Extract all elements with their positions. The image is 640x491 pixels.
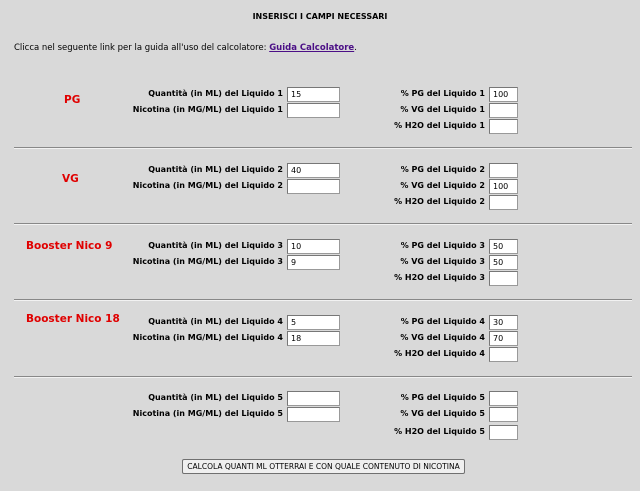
liquid-section-4 bbox=[0, 315, 640, 391]
h2o-input-3[interactable] bbox=[489, 271, 518, 286]
vg-label-1: % VG del Liquido 1 bbox=[400, 105, 485, 114]
nicotine-input-4[interactable] bbox=[287, 331, 340, 346]
h2o-label-5: % H2O del Liquido 5 bbox=[394, 427, 485, 436]
vg-input-1[interactable] bbox=[489, 103, 518, 118]
liquid-name-2: VG bbox=[62, 173, 79, 185]
intro-text bbox=[14, 43, 357, 53]
vg-label-5: % VG del Liquido 5 bbox=[400, 409, 485, 418]
h2o-input-1[interactable] bbox=[489, 119, 518, 134]
h2o-label-2: % H2O del Liquido 2 bbox=[394, 197, 485, 206]
h2o-input-5[interactable] bbox=[489, 425, 518, 440]
pg-input-2[interactable] bbox=[489, 163, 518, 178]
pg-label-5: % PG del Liquido 5 bbox=[400, 393, 485, 402]
h2o-label-3: % H2O del Liquido 3 bbox=[394, 273, 485, 282]
section-divider-3 bbox=[14, 299, 632, 301]
page-title: INSERISCI I CAMPI NECESSARI bbox=[252, 12, 388, 21]
pg-input-1[interactable] bbox=[489, 87, 518, 102]
section-divider-2 bbox=[14, 223, 632, 225]
liquid-name-1: PG bbox=[64, 94, 81, 106]
nicotine-input-3[interactable] bbox=[287, 255, 340, 270]
nicotine-label-1: Nicotina (in MG/ML) del Liquido 1 bbox=[132, 105, 283, 114]
qty-label-4: Quantità (in ML) del Liquido 4 bbox=[148, 317, 283, 326]
vg-input-2[interactable] bbox=[489, 179, 518, 194]
guide-link[interactable]: Guida Calcolatore bbox=[269, 43, 355, 53]
liquid-section-5 bbox=[0, 391, 640, 467]
vg-label-4: % VG del Liquido 4 bbox=[400, 333, 485, 342]
qty-input-4[interactable] bbox=[287, 315, 340, 330]
liquid-name-4: Booster Nico 18 bbox=[26, 313, 120, 325]
section-divider-4 bbox=[14, 376, 632, 378]
pg-input-4[interactable] bbox=[489, 315, 518, 330]
qty-input-1[interactable] bbox=[287, 87, 340, 102]
pg-label-3: % PG del Liquido 3 bbox=[400, 241, 485, 250]
vg-input-3[interactable] bbox=[489, 255, 518, 270]
h2o-input-2[interactable] bbox=[489, 195, 518, 210]
qty-label-1: Quantità (in ML) del Liquido 1 bbox=[148, 89, 283, 98]
liquid-section-3 bbox=[0, 239, 640, 315]
qty-input-3[interactable] bbox=[287, 239, 340, 254]
qty-label-3: Quantità (in ML) del Liquido 3 bbox=[148, 241, 283, 250]
section-divider-1 bbox=[14, 147, 632, 149]
qty-input-5[interactable] bbox=[287, 391, 340, 406]
pg-input-5[interactable] bbox=[489, 391, 518, 406]
pg-label-4: % PG del Liquido 4 bbox=[400, 317, 485, 326]
pg-label-1: % PG del Liquido 1 bbox=[400, 89, 485, 98]
qty-input-2[interactable] bbox=[287, 163, 340, 178]
calculate-button[interactable]: CALCOLA QUANTI ML OTTERRAI E CON QUALE CONTENUTO DI NICOTINA bbox=[182, 459, 465, 474]
vg-label-2: % VG del Liquido 2 bbox=[400, 181, 485, 190]
nicotine-input-5[interactable] bbox=[287, 407, 340, 422]
liquid-section-1 bbox=[0, 87, 640, 163]
nicotine-input-1[interactable] bbox=[287, 103, 340, 118]
vg-input-5[interactable] bbox=[489, 407, 518, 422]
intro-suffix: . bbox=[354, 43, 357, 53]
liquid-name-3: Booster Nico 9 bbox=[26, 240, 113, 252]
nicotine-input-2[interactable] bbox=[287, 179, 340, 194]
nicotine-label-5: Nicotina (in MG/ML) del Liquido 5 bbox=[132, 409, 283, 418]
qty-label-2: Quantità (in ML) del Liquido 2 bbox=[148, 165, 283, 174]
vg-label-3: % VG del Liquido 3 bbox=[400, 257, 485, 266]
liquid-section-2 bbox=[0, 163, 640, 239]
nicotine-label-4: Nicotina (in MG/ML) del Liquido 4 bbox=[132, 333, 283, 342]
vg-input-4[interactable] bbox=[489, 331, 518, 346]
h2o-input-4[interactable] bbox=[489, 347, 518, 362]
nicotine-label-2: Nicotina (in MG/ML) del Liquido 2 bbox=[132, 181, 283, 190]
intro-label: Clicca nel seguente link per la guida all'uso del calcolatore: bbox=[14, 43, 267, 53]
h2o-label-4: % H2O del Liquido 4 bbox=[394, 349, 485, 358]
nicotine-label-3: Nicotina (in MG/ML) del Liquido 3 bbox=[132, 257, 283, 266]
qty-label-5: Quantità (in ML) del Liquido 5 bbox=[148, 393, 283, 402]
pg-input-3[interactable] bbox=[489, 239, 518, 254]
pg-label-2: % PG del Liquido 2 bbox=[400, 165, 485, 174]
h2o-label-1: % H2O del Liquido 1 bbox=[394, 121, 485, 130]
